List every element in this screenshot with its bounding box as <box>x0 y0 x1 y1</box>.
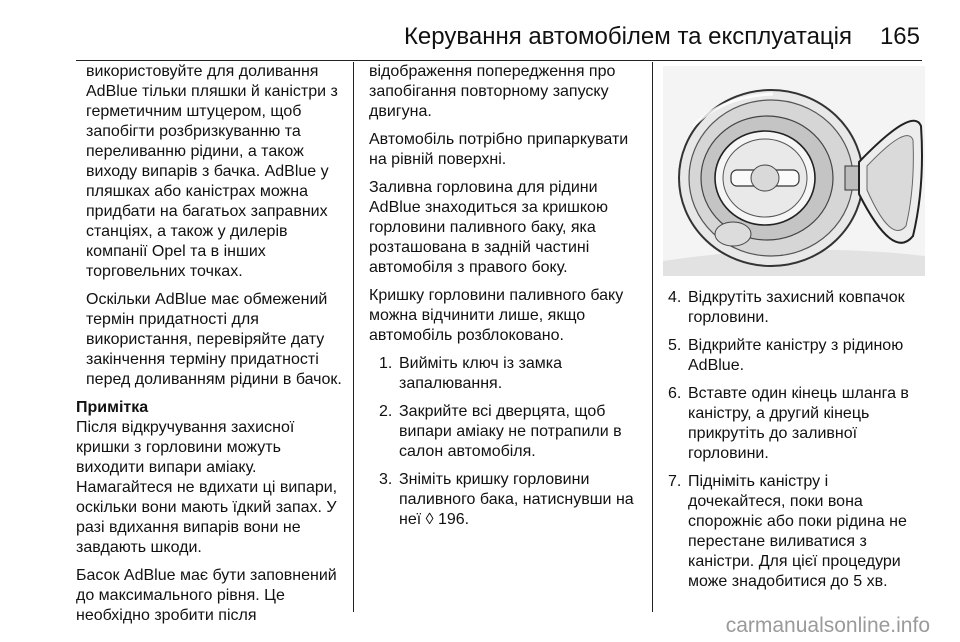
column-divider-left <box>353 62 354 612</box>
column-middle <box>369 62 641 538</box>
paragraph-flap-unlock: Кришку горловини паливного баку можна відчинити лише, якщо автомобіль розблоковано. <box>369 287 624 344</box>
column-divider-right <box>652 62 653 612</box>
step-item: 4. Відкрутіть захисний ковпачок горловини. <box>668 289 905 326</box>
step-item: 1. Вийміть ключ із замка запалювання. <box>379 355 562 392</box>
note-block <box>76 398 346 558</box>
note-title: Примітка <box>76 399 149 416</box>
watermark-text: carmanualsonline.info <box>725 614 930 637</box>
page-number: 165 <box>879 23 920 50</box>
fuel-flap-illustration <box>663 66 925 276</box>
steps-list-right <box>668 288 922 592</box>
paragraph-park: Автомобіль потрібно припаркувати на рівній поверхні. <box>369 131 629 168</box>
header-rule <box>76 60 922 61</box>
fuel-flap-drawing <box>663 66 925 276</box>
paragraph-fill-level: Басок AdBlue має бути заповнений до максимального рівня. Це необхідно зробити після <box>76 567 337 624</box>
step-item: 6. Вставте один кінець шланга в каністру, а другий кінець прикрутіть до заливної горловини. <box>668 385 909 462</box>
steps-list-middle <box>379 354 641 530</box>
column-right <box>668 288 922 600</box>
step-item: 7. Підніміть каністру і дочекайтеся, поки вона спорожніє або поки рідина не перестане виливатися з каністри. Для цієї процедури може знадобитися до 5 хв. <box>668 473 907 590</box>
header-title: Керування автомобілем та експлуатація <box>403 23 852 50</box>
paragraph-shelf-life: Оскільки AdBlue має обмежений термін придатності для використання, перевіряйте дату закінчення терміну придатності перед доливанням рідини в бачок. <box>86 291 342 388</box>
paragraph-adblue-bottles: використовуйте для доливання AdBlue тільки пляшки й каністри з герметичним штуцером, щоб запобігти розбризкуванню та переливанню рідини, а також виходу випарів з бачка. AdBlue у пляшках або каністрах можна придбати на багатьох заправних станціях, а також у дилерів компанії Opel та в інших торговельних точках. <box>86 63 338 280</box>
paragraph-filler-location: Заливна горловина для рідини AdBlue знаходиться за кришкою горловини паливного баку, яка розташована в задній частині автомобіля з правого боку. <box>369 179 608 276</box>
column-left <box>76 62 346 634</box>
paragraph-warning: відображення попередження про запобігання повторному запуску двигуна. <box>369 63 616 120</box>
step-item: 5. Відкрийте каністру з рідиною AdBlue. <box>668 337 904 374</box>
step-item: 2. Закрийте всі дверцята, щоб випари аміаку не потрапили в салон автомобіля. <box>379 403 622 460</box>
page-header <box>0 22 960 62</box>
step-item: 3. Зніміть кришку горловини паливного бака, натиснувши на неї ◊ 196. <box>379 471 634 528</box>
note-text: Після відкручування захисної кришки з горловини можуть виходити випари аміаку. Намагайтеся не вдихати ці випари, оскільки вони мають їдкий запах. У разі вдихання випарів вони не завдають шкоди. <box>76 419 338 556</box>
